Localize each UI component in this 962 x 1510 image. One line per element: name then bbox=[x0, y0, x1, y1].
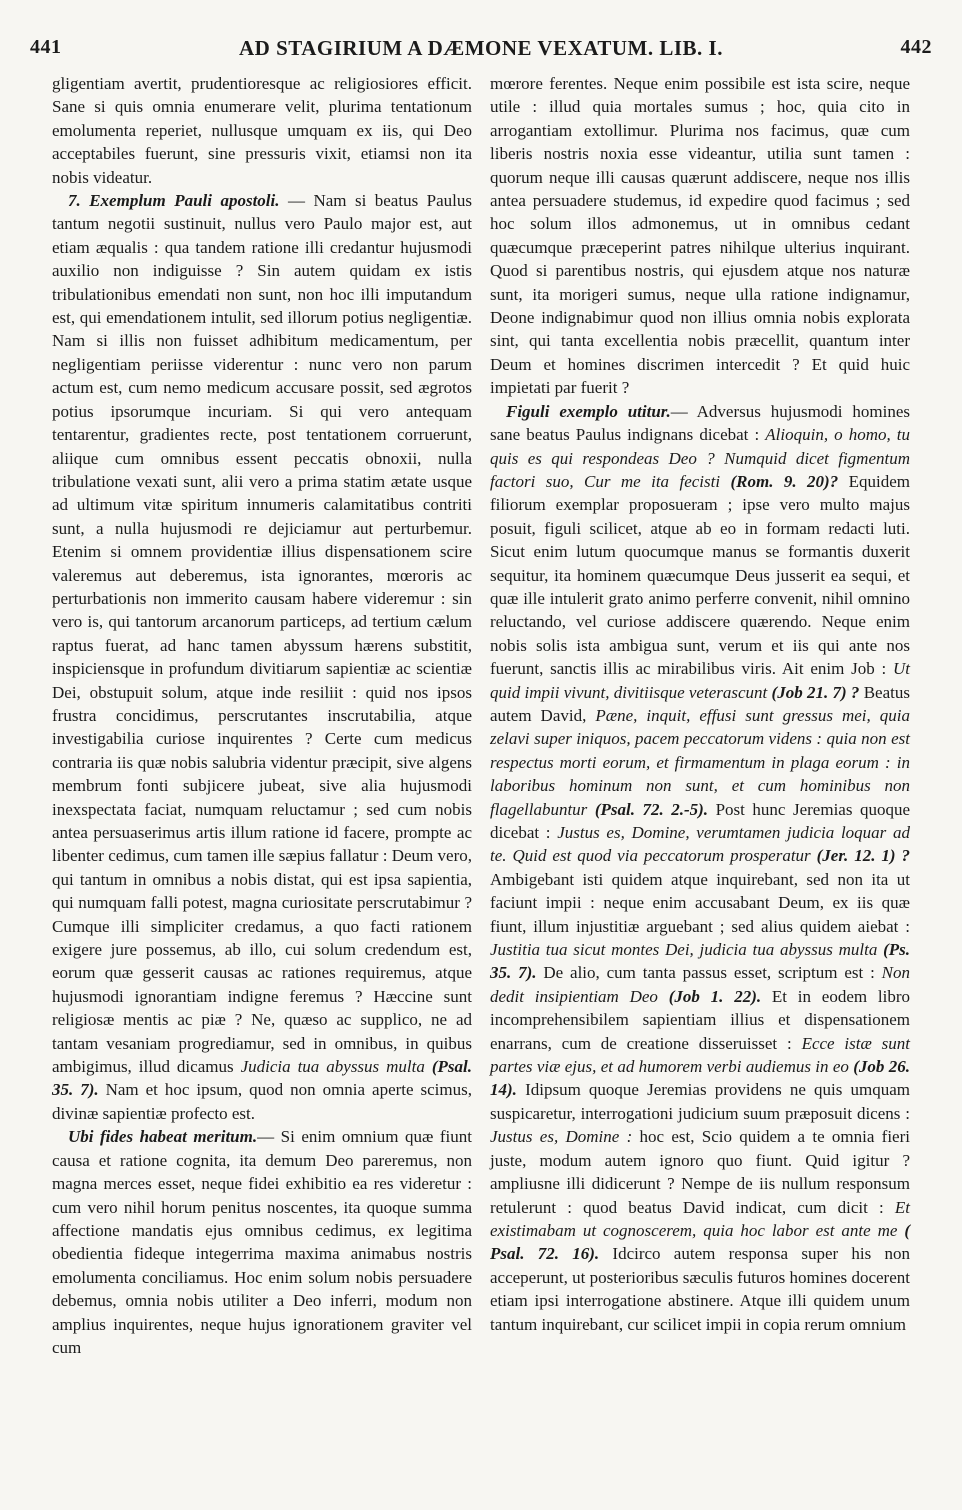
paragraph-text: hoc est, Scio quidem a te omnia fieri juste, modum autem ignoro quo fiunt. Quid igitur ? ampliusne illi didicerunt ? Nempe de iis nullum responsum retulerunt : quod beatus David indicat, cum dicit : bbox=[490, 1127, 910, 1217]
right-column bbox=[490, 72, 910, 1336]
scripture-reference: (Psal. 35. 7). bbox=[52, 1057, 472, 1100]
paragraph-text: Idcirco autem responsa super his non acceperunt, ut posterioribus sæculis futuros homines docerent etiam ipsi interrogatione abstinere. Atque illi quidem unum tantum inquirebant, cur scilicet impii in copia rerum omnium bbox=[490, 1244, 911, 1334]
paragraph-text: Beatus autem David, bbox=[490, 682, 910, 725]
scripture-quote: Alioquin, o homo, tu quis es qui respondeas Deo ? Numquid dicet figmentum factori suo, Cur me ita fecisti bbox=[490, 425, 911, 491]
scripture-quote: Pæne, inquit, effusi sunt gressus mei, quia zelavi super iniquos, pacem peccatorum videns : quia non est respectus morti eorum, et firmamentum in plaga eorum : in laboribus hominum non sunt, et cum hominibus non flagellabuntur bbox=[490, 705, 910, 819]
page-number-left: 441 bbox=[30, 36, 62, 58]
left-column bbox=[52, 72, 472, 1359]
page-number-right: 442 bbox=[900, 36, 932, 58]
scripture-reference: ( Psal. 72. 16). bbox=[490, 1220, 910, 1264]
scripture-reference: (Job 21. 7) ? bbox=[771, 682, 860, 702]
paragraph-text: De alio, cum tanta passus esset, scriptum est : bbox=[543, 963, 875, 983]
scripture-quote: Et existimabam ut cognoscerem, quia hoc labor est ante me bbox=[490, 1197, 910, 1240]
section-rubric: 7. Exemplum Pauli apostoli. bbox=[68, 191, 280, 211]
running-title: AD STAGIRIUM A DÆMONE VEXATUM. LIB. I. bbox=[239, 36, 723, 60]
scripture-quote: Justus es, Domine, verumtamen judicia loquar ad te. Quid est quod via peccatorum prosperatur bbox=[490, 823, 910, 866]
paragraph bbox=[490, 400, 910, 1336]
scripture-quote: Justus es, Domine : bbox=[490, 1127, 633, 1147]
paragraph: gligentiam avertit, prudentioresque ac religiosiores efficit. Sane si quis omnia enumerare velit, plurima tentationum emolumenta reperiet, nullusque umquam ex iis, qui Deo acceptabiles fuerunt, sine pressuris vixit, etiamsi non ita nobis videatur. bbox=[52, 74, 472, 187]
scripture-quote: Ecce istæ sunt partes viæ ejus, et ad humorem verbi audiemus in eo bbox=[490, 1033, 910, 1077]
paragraph: mœrore ferentes. Neque enim possibile est ista scire, neque utile : illud quia mortales sumus ; hoc, quia cito in arrogantiam extollimur. Plurima nos facimus, quæ cum liberis nostris noxia esse videantur, utilia sunt tamen : quorum neque illi causas quærunt addiscere, neque nos illis antea persuadere studemus, id expedire quod facimus ; sed hoc solum illos admonemus, ut in omnibus cedant quæcumque præceperint patres nihilque ulterius inquirant. Quod si parentibus nostris, qui ejusdem atque nos naturæ sunt, ita morigeri sumus, neque ulla ratione indignamur, Deone indignabimur quod non illius omnia nobis explorata sint, qui tanta excellentia nobis præcellit, quantum inter Deum et homines discrimen intercedit ? Et quid huic impietati par fuerit ? bbox=[490, 74, 910, 398]
scripture-quote: Judicia tua abyssus multa bbox=[240, 1057, 425, 1077]
scripture-reference: (Job 26. 14). bbox=[490, 1057, 910, 1100]
paragraph-text: — Nam si beatus Paulus tantum negotii sustinuit, nullus vero Paulo major est, aut etiam æqualis : qua tandem ratione illi credantur hujusmodi auxilio non indiguisse ? Sin autem quidam ex istis tribulationibus emendati non sunt, non hoc illi imputandum est, qui emendationem intulit, sed illorum potius negligentiæ. Nam si illis non fuisset adhibitum medicamentum, per negligentiam periisse viderentur : nunc vero non parum actum est, cum nemo medicum accusare possit, sed ægrotos potius ipsorumque incuriam. Si qui vero antequam tentarentur, gradientes recte, post tentationem corruerunt, aliique cum omnibus essent peccatis obnoxii, nulla tribulatione vexati sunt, alii vero a prima statim ætate usque ad ultimum vitæ spiritum innumeris calamitatibus contriti sunt, a nulla hujusmodi re dejiciamur aut perturbemur. Etenim si omnem providentiæ illius dispensationem scire valeremus aut deberemus, ista ignorantes, mœroris ac perturbationis non immerito causam habere videremur : sin vero is, qui tantorum arcanorum particeps, ad tertium cælum raptus fuerat, ad hanc tamen abyssum hærens substitit, inspiciensque in profundum divitiarum sapientiæ ac scientiæ Dei, obstupuit solum, atque inde resiliit : quid nos ipsos frustra concidimus, perscrutantes inscrutabilia, atque investigabilia curiose inquirentes ? Certe cum medicus contraria iis quæ nobis salubria videntur præcipit, sive algens membrum fonti subjicere jubeat, sive alia hujusmodi inexspectata faciat, numquam reluctamur ; sed cum nobis antea persuaserimus artis illum ratione id facere, prompte ac libenter cedimus, cum tamen ille sæpius fallatur : Deum vero, qui tantum in omnibus a nobis distat, qui est ipsa sapientia, qui numquam falli potest, magna curiositate perscrutabimur ? Cumque illi simpliciter credamus, a quo facti rationem exigere jure possemus, ab illo, cui solum credendum est, eorum quæ gesserit causas ac rationes requiremus, atque hujusmodi ignorantiam indigne feremus ? Hæccine sunt religiosæ mentis ac piæ ? Ne, quæso ac supplico, ne ad tantam vesaniam progrediamur, sed in omnibus, in quibus ambigimus, illud dicamus bbox=[52, 191, 472, 1077]
paragraph-text: Equidem filiorum exemplar proposueram ; ipse vero multo majus posuit, figuli scilicet, atque ab eo in formam redacti luti. Sicut enim lutum quocumque manus se formantis duxerit sequitur, ita hominem quæcumque Deus jusserit ea sequi, et quæ ille intulerit grato animo perferre convenit, nihil omnino reluctando, vel curiose addiscere quærendo. Neque enim nobis solis ista ambigua sunt, verum et iis qui ante nos fuerunt, sanctis illis ac mirabilibus viris. Ait enim Job : bbox=[490, 471, 911, 679]
paragraph bbox=[52, 189, 472, 1125]
section-rubric: Figuli exemplo utitur. bbox=[506, 401, 671, 421]
scripture-reference: (Rom. 9. 20)? bbox=[730, 471, 839, 491]
scripture-reference: (Job 1. 22). bbox=[668, 986, 762, 1006]
paragraph-text: Idipsum quoque Jeremias providens ne quis umquam suspicaretur, interrogationi judicium suum præposuit dicens : bbox=[490, 1080, 911, 1123]
paragraph-text: Nam et hoc ipsum, quod non omnia aperte scimus, divinæ sapientiæ profecto est. bbox=[52, 1080, 472, 1123]
paragraph bbox=[52, 1125, 472, 1359]
paragraph-text: Ambigebant isti quidem atque inquirebant, sed non ita ut faciunt impii : neque enim accusabant Deum, ex iis quæ fiunt, illum injustitiæ arguebant ; sed alius quidem aiebat : bbox=[490, 869, 910, 936]
running-header bbox=[30, 36, 932, 64]
scripture-quote: Justitia tua sicut montes Dei, judicia tua abyssus multa bbox=[490, 940, 878, 960]
scripture-reference: (Jer. 12. 1) ? bbox=[816, 846, 911, 866]
scripture-quote: Non dedit insipientiam Deo bbox=[490, 963, 911, 1006]
paragraph-text: Et in eodem libro incomprehensibilem sapientiam illius et dispensationem enarrans, cum de creatione disseruisset : bbox=[490, 986, 910, 1053]
paragraph-text: Post hunc Jeremias quoque dicebat : bbox=[490, 799, 911, 842]
paragraph-text: — Adversus hujusmodi homines sane beatus Paulus indignans dicebat : bbox=[490, 401, 910, 445]
scripture-reference: (Ps. 35. 7). bbox=[490, 940, 910, 983]
scripture-quote: Ut quid impii vivunt, divitiisque veterascunt bbox=[490, 659, 910, 702]
section-rubric: Ubi fides habeat meritum. bbox=[68, 1127, 258, 1147]
scripture-reference: (Psal. 72. 2.-5). bbox=[594, 799, 709, 819]
paragraph-text: — Si enim omnium quæ fiunt causa et ratione cognita, ita demum Deo pareremus, non magna merces esset, neque fidei exhibitio ea res videretur : cum vero nihil horum penitus noscentes, ita quoque summa affectione mandatis ejus omnibus cedimus, ex legitima obedientia fideque integerrima maxima animabus nostris emolumenta conciliamus. Hoc enim solum nobis persuadere debemus, omnia nobis utiliter a Deo inferri, modum non amplius inquirentes, neque hujus ignorationem graviter vel cum bbox=[52, 1127, 472, 1357]
